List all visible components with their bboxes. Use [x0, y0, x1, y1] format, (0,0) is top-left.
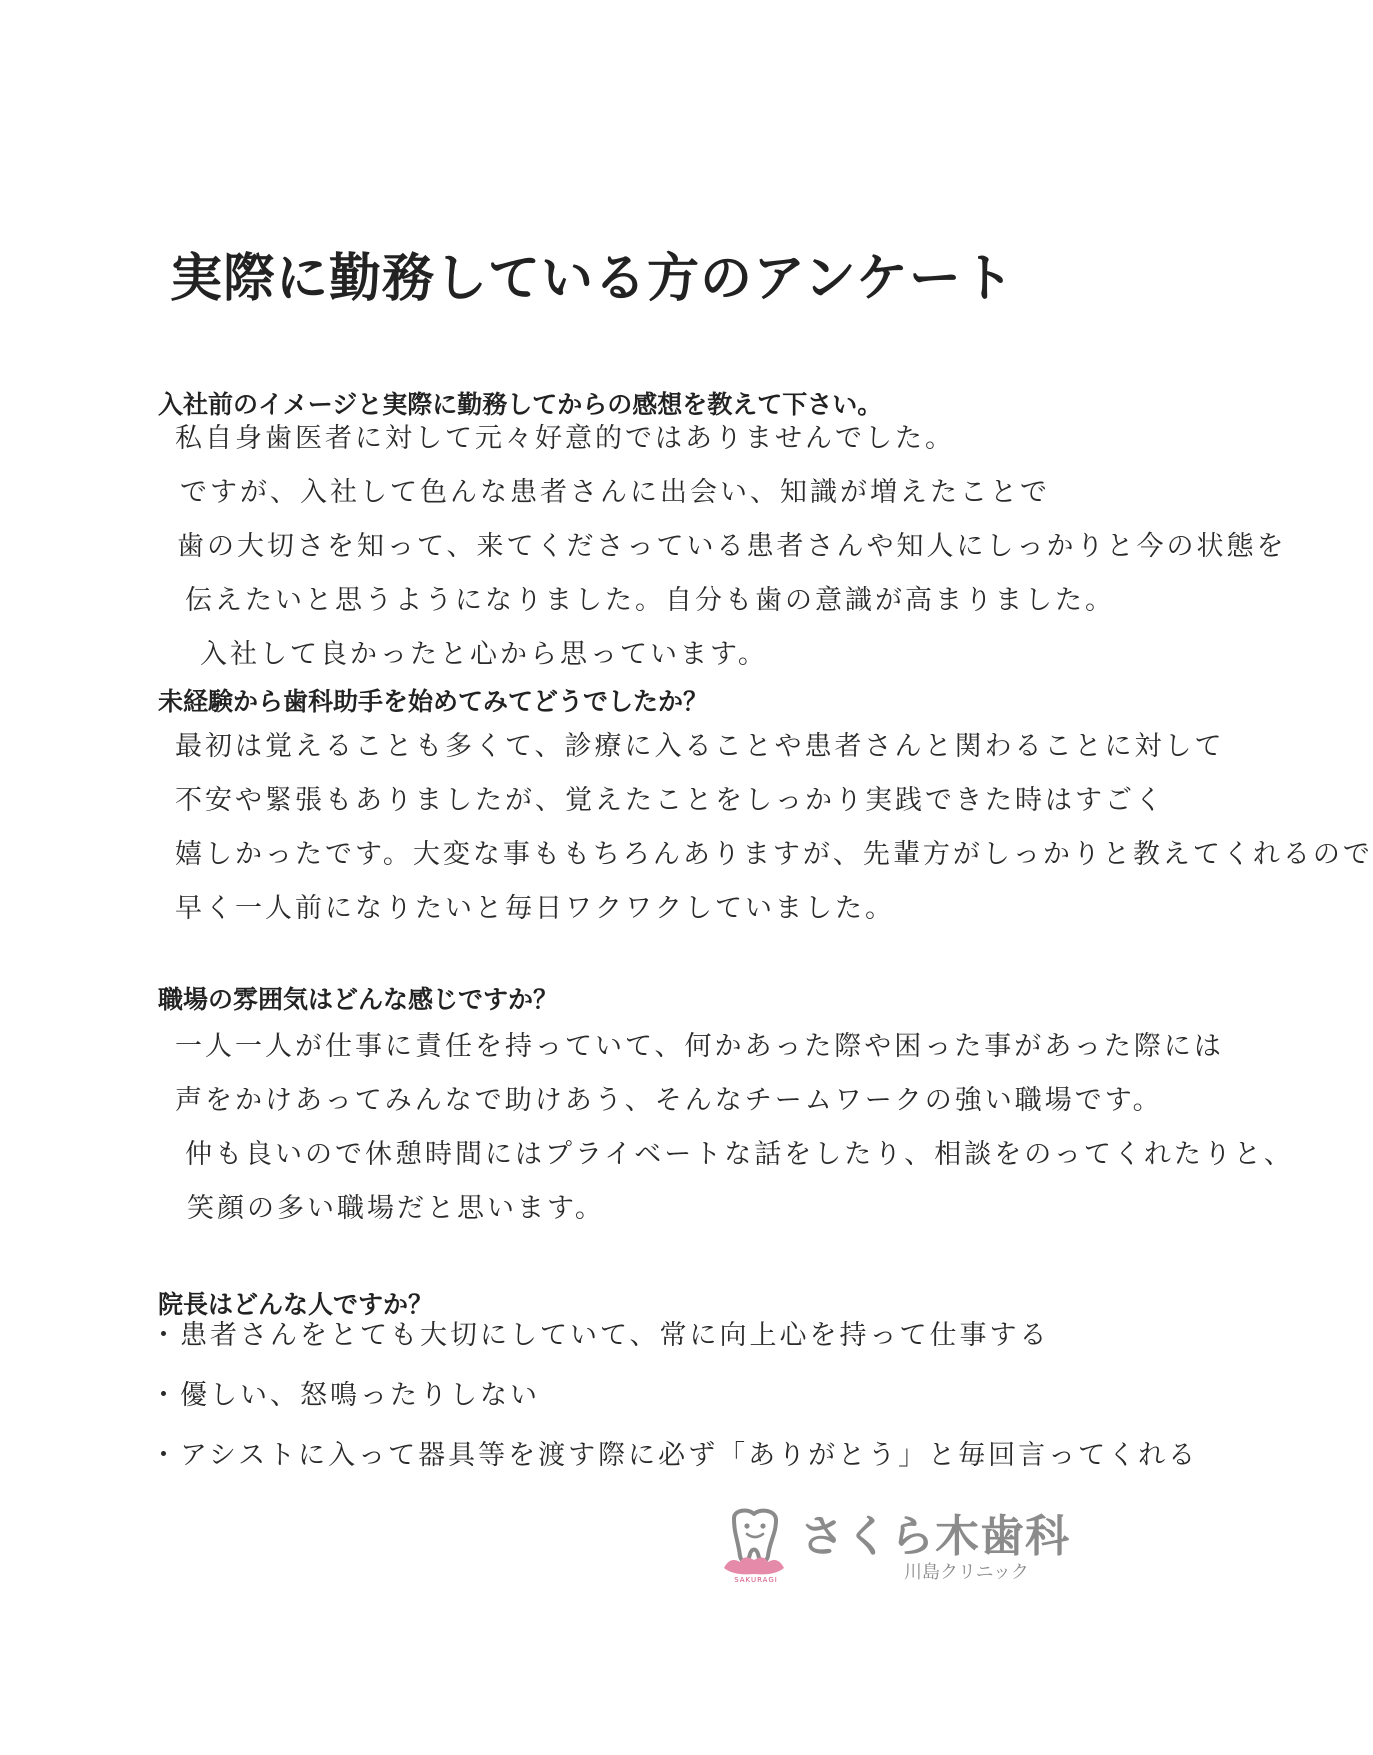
clinic-name: さくら木歯科 [800, 1511, 1070, 1562]
answer-3 [175, 1020, 1294, 1236]
tooth-logo-icon [718, 1504, 790, 1584]
answer-3-line: 仲も良いので休憩時間にはプライベートな話をしたり、相談をのってくれたりと、 [185, 1139, 1294, 1170]
question-3: 職場の雰囲気はどんな感じですか？ [158, 985, 559, 1014]
answer-4-line: ・患者さんをとても大切にしていて、常に向上心を持って仕事する [150, 1320, 1050, 1351]
answer-2-line: 早く一人前になりたいと毎日ワクワクしていました。 [175, 893, 895, 924]
question-4: 院長はどんな人ですか？ [158, 1290, 434, 1319]
answer-2-line: 不安や緊張もありましたが、覚えたことをしっかり実践できた時はすごく [175, 785, 1165, 816]
answer-1-line: 私自身歯医者に対して元々好意的ではありませんでした。 [175, 423, 955, 454]
answer-3-line: 一人一人が仕事に責任を持っていて、何かあった際や困った事があった際には [175, 1031, 1224, 1062]
answer-1-line: 歯の大切さを知って、来てくださっている患者さんや知人にしっかりと今の状態を [177, 531, 1287, 562]
answer-1-line: 伝えたいと思うようになりました。自分も歯の意識が高まりました。 [185, 585, 1115, 616]
clinic-logo [718, 1500, 1070, 1590]
answer-1-line: 入社して良かったと心から思っています。 [200, 639, 768, 670]
answer-1 [175, 412, 1287, 682]
answer-4-line: ・アシストに入って器具等を渡す際に必ず「ありがとう」と毎回言ってくれる [150, 1440, 1199, 1471]
answer-4 [150, 1306, 1199, 1486]
logo-mark-text: SAKURAGI [734, 1576, 778, 1584]
answer-2-line: 嬉しかったです。大変な事ももちろんありますが、先輩方がしっかりと教えてくれるので [175, 839, 1373, 870]
page-title: 実際に勤務している方のアンケート [170, 249, 1015, 309]
answer-1-line: ですが、入社して色んな患者さんに出会い、知識が増えたことで [180, 477, 1050, 508]
question-1: 入社前のイメージと実際に勤務してからの感想を教えて下さい。 [158, 390, 883, 419]
answer-3-line: 笑顔の多い職場だと思います。 [187, 1193, 605, 1224]
question-2: 未経験から歯科助手を始めてみてどうでしたか？ [158, 687, 709, 716]
clinic-subtitle: 川島クリニック [904, 1562, 1029, 1583]
answer-2 [175, 720, 1373, 936]
answer-4-line: ・優しい、怒鳴ったりしない [150, 1380, 540, 1411]
answer-3-line: 声をかけあってみんなで助けあう、そんなチームワークの強い職場です。 [175, 1085, 1163, 1116]
answer-2-line: 最初は覚えることも多くて、診療に入ることや患者さんと関わることに対して [175, 731, 1225, 762]
